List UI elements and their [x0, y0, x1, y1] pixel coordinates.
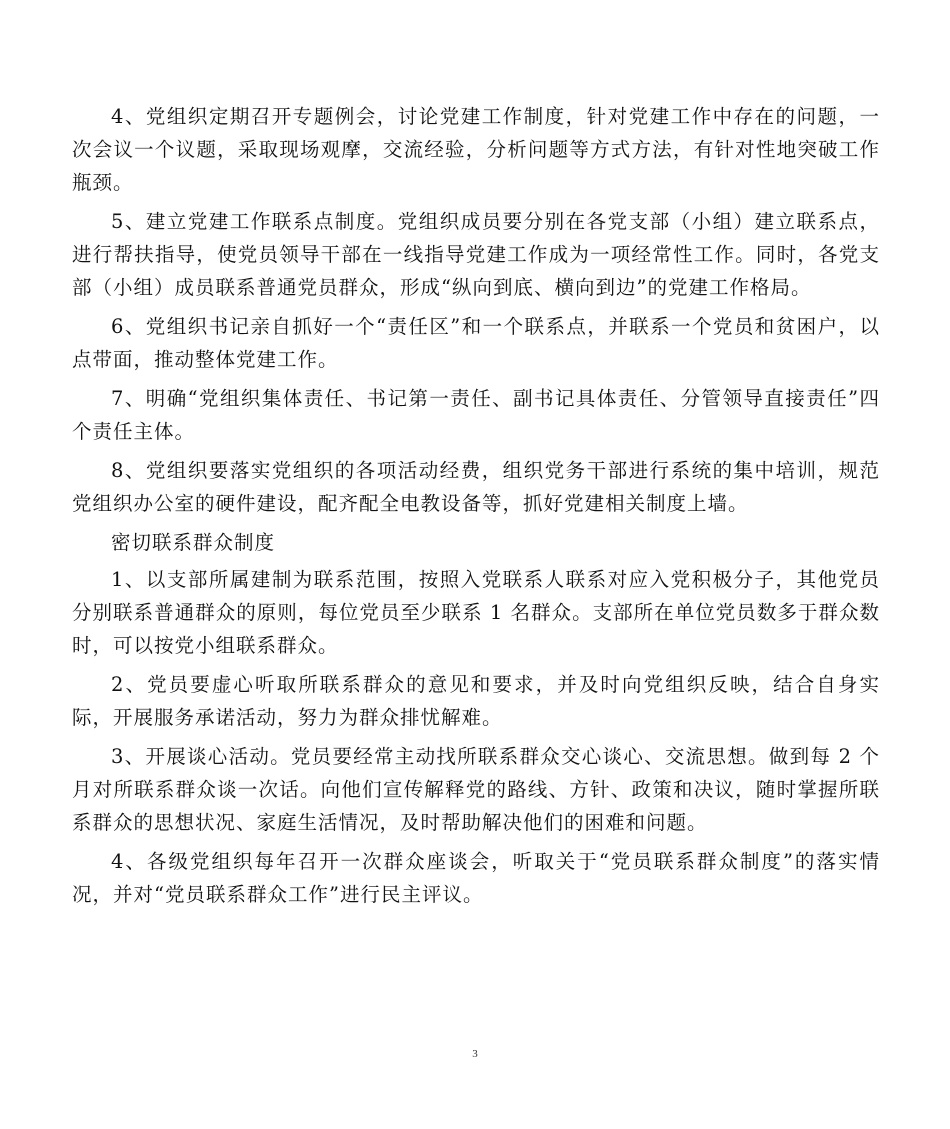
paragraph-item-8: 8、党组织要落实党组织的各项活动经费，组织党务干部进行系统的集中培训，规范党组织办公室的硬件建设，配齐配全电教设备等，抓好党建相关制度上墙。	[72, 459, 880, 515]
paragraph-contact-1: 1、以支部所属建制为联系范围，按照入党联系人联系对应入党积极分子，其他党员分别联系普通群众的原则，每位党员至少联系 1 名群众。支部所在单位党员数多于群众数时，可以按党小组联系群众。	[72, 568, 880, 657]
paragraph-item-5: 5、建立党建工作联系点制度。党组织成员要分别在各党支部（小组）建立联系点，进行帮扶指导，使党员领导干部在一线指导党建工作成为一项经常性工作。同时，各党支部（小组）成员联系普通党员群众，形成“纵向到底、横向到边”的党建工作格局。	[72, 210, 880, 299]
paragraph-contact-4: 4、各级党组织每年召开一次群众座谈会，听取关于“党员联系群众制度”的落实情况，并对“党员联系群众工作”进行民主评议。	[72, 850, 880, 906]
section-heading: 密切联系群众制度	[111, 531, 276, 554]
paragraph-item-7: 7、明确“党组织集体责任、书记第一责任、副书记具体责任、分管领导直接责任”四个责任主体。	[72, 387, 880, 443]
paragraph-item-4: 4、党组织定期召开专题例会，讨论党建工作制度，针对党建工作中存在的问题，一次会议一个议题，采取现场观摩，交流经验，分析问题等方式方法，有针对性地突破工作瓶颈。	[72, 105, 880, 194]
page-number: 3	[472, 1048, 478, 1060]
document-body	[72, 100, 880, 917]
paragraph-contact-2: 2、党员要虚心听取所联系群众的意见和要求，并及时向党组织反映，结合自身实际，开展服务承诺活动，努力为群众排忧解难。	[72, 673, 880, 729]
paragraph-item-6: 6、党组织书记亲自抓好一个“责任区”和一个联系点，并联系一个党员和贫困户，以点带面，推动整体党建工作。	[72, 315, 880, 371]
paragraph-contact-3: 3、开展谈心活动。党员要经常主动找所联系群众交心谈心、交流思想。做到每 2 个月对所联系群众谈一次话。向他们宣传解释党的路线、方针、政策和决议，随时掌握所联系群众的思想状况、家庭生活情况，及时帮助解决他们的困难和问题。	[72, 745, 880, 834]
